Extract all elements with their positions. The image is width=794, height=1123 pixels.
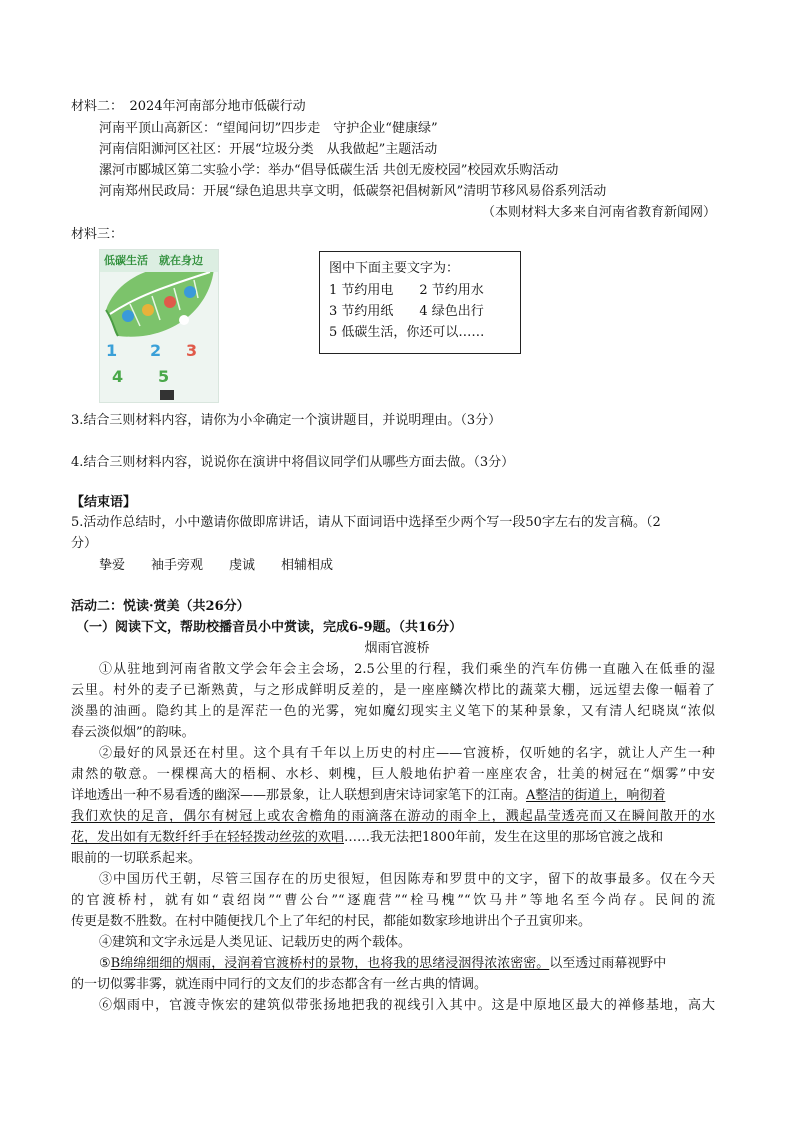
- box-row: 3 节约用纸 4 绿色出行: [329, 304, 484, 319]
- question-3: 3.结合三则材料内容，请你为小伞确定一个演讲题目，并说明理由。（3分）: [71, 413, 502, 428]
- essay-title: 烟雨官渡桥: [364, 641, 430, 656]
- essay-line: ⑥烟雨中，官渡寺恢宏的建筑似带张扬地把我的视线引入其中。这是中原地区最大的禅修基地，高大: [99, 998, 715, 1013]
- essay-line: 云里。村外的麦子已渐熟黄，与之形成鲜明反差的，是一座座鳞次栉比的蔬菜大棚，远远望去像一幅着了: [71, 683, 715, 698]
- essay-line: ①从驻地到河南省散文学会年会主会场，2.5公里的行程，我们乘坐的汽车仿佛一直融入在低垂的湿: [99, 662, 715, 677]
- poster-text-box: [319, 251, 521, 354]
- material2-source: （本则材料大多来自河南省教育新闻网）: [481, 205, 716, 220]
- essay-line: 的官渡桥村，就有如“袁绍岗”“曹公台”“逐鹿营”“栓马槐”“饮马井”等地名至今尚存。民间的流: [71, 893, 715, 908]
- material3-title: 材料三：: [71, 227, 124, 242]
- poster-number: 5: [158, 367, 170, 386]
- poster-number: 4: [112, 367, 124, 386]
- material2-item: 河南信阳浉河区社区：开展“垃圾分类 从我做起”主题活动: [99, 142, 438, 157]
- essay-line: ④建筑和文字永远是人类见证、记载历史的两个载体。: [99, 935, 412, 950]
- material2-item: 漯河市郾城区第二实验小学：举办“倡导低碳生活 共创无废校园”校园欢乐购活动: [99, 163, 559, 178]
- essay-text: ……我无法把1800年前，发生在这里的那场官渡之战和: [344, 830, 664, 845]
- essay-line: ③中国历代王朝，尽管三国存在的历史很短，但因陈寿和罗贯中的文字，留下的故事最多。仅在今天: [99, 872, 715, 887]
- essay-text: 详地透出一种不易看透的幽深——那景象，让人联想到唐宋诗词家笔下的江南。: [71, 788, 527, 803]
- essay-line: ②最好的风景还在村里。这个具有千年以上历史的村庄——官渡桥，仅听她的名字，就让人产生一种: [99, 746, 715, 761]
- question-5-cont: 分）: [71, 536, 98, 551]
- material2-item: 河南郑州民政局：开展“绿色追思共享文明，低碳祭祀倡树新风”清明节移风易俗系列活动: [99, 184, 607, 199]
- underlined-sentence-a-cont: 我们欢快的足音，偶尔有树冠上或农舍檐角的雨滴落在游动的雨伞上，溅起晶莹透亮而又在瞬间散开的水: [71, 809, 715, 824]
- material2-title: 材料二： 2024年河南部分地市低碳行动: [71, 99, 306, 114]
- essay-line: 传更是数不胜数。在村中随便找几个上了年纪的村民，都能如数家珍地讲出个子丑寅卯来。: [71, 914, 592, 929]
- essay-line: 春云淡似烟”的韵味。: [71, 725, 195, 740]
- underlined-sentence-a-end: 花，发出如有无数纤纤手在轻轻拨动丝弦的欢唱: [71, 830, 345, 845]
- essay-text: ⑤: [99, 956, 111, 971]
- underlined-sentence-a: A整洁的街道上，响彻着: [526, 788, 666, 803]
- essay-line: [99, 955, 666, 973]
- box-title: 图中下面主要文字为：: [329, 261, 460, 276]
- essay-line: 眼前的一切联系起来。: [71, 851, 202, 866]
- poster-heading: 低碳生活 就在身边: [104, 254, 203, 267]
- question-4: 4.结合三则材料内容，说说你在演讲中将倡议同学们从哪些方面去做。（3分）: [71, 455, 515, 470]
- essay-line: 的一切似雾非雾，就连雨中同行的文友们的步态都含有一丝古典的情调。: [71, 977, 488, 992]
- essay-line: 淡墨的油画。隐约其上的是浑茫一色的光雾，宛如魔幻现实主义笔下的某种景象，又有清人纪晓岚“浓似: [71, 704, 715, 719]
- essay-text: 以至透过雨幕视野中: [549, 956, 667, 971]
- activity2-subheading: （一）阅读下文，帮助校播音员小中赏读，完成6-9题。（共16分）: [76, 620, 463, 635]
- underlined-sentence-b: B绵绵细细的烟雨，浸润着官渡桥村的景物，也将我的思绪浸洇得浓浓密密。: [110, 956, 550, 971]
- activity2-heading: 活动二：悦读·赏美（共26分）: [71, 599, 250, 614]
- word-list: 挚爱 袖手旁观 虔诚 相辅相成: [99, 558, 334, 573]
- conclusion-heading: 【结束语】: [71, 495, 137, 510]
- low-carbon-poster: [99, 249, 219, 403]
- poster-number: 1: [106, 341, 118, 360]
- box-row: 5 低碳生活，你还可以……: [329, 325, 485, 340]
- essay-line: [71, 787, 665, 805]
- essay-line: [71, 829, 663, 847]
- essay-line: 肃然的敬意。一棵棵高大的梧桐、水杉、刺槐，巨人般地佑护着一座座农舍，壮美的树冠在“烟雾”中安: [71, 767, 715, 782]
- poster-number: 2: [150, 341, 162, 360]
- material2-item: 河南平顶山高新区：“望闻问切”四步走 守护企业“健康绿”: [99, 121, 438, 136]
- poster-number: 3: [186, 341, 198, 360]
- question-5: 5.活动作总结时，小中邀请你做即席讲话，请从下面词语中选择至少两个写一段50字左右的发言稿。（2: [71, 515, 661, 530]
- box-row: 1 节约用电 2 节约用水: [329, 283, 484, 298]
